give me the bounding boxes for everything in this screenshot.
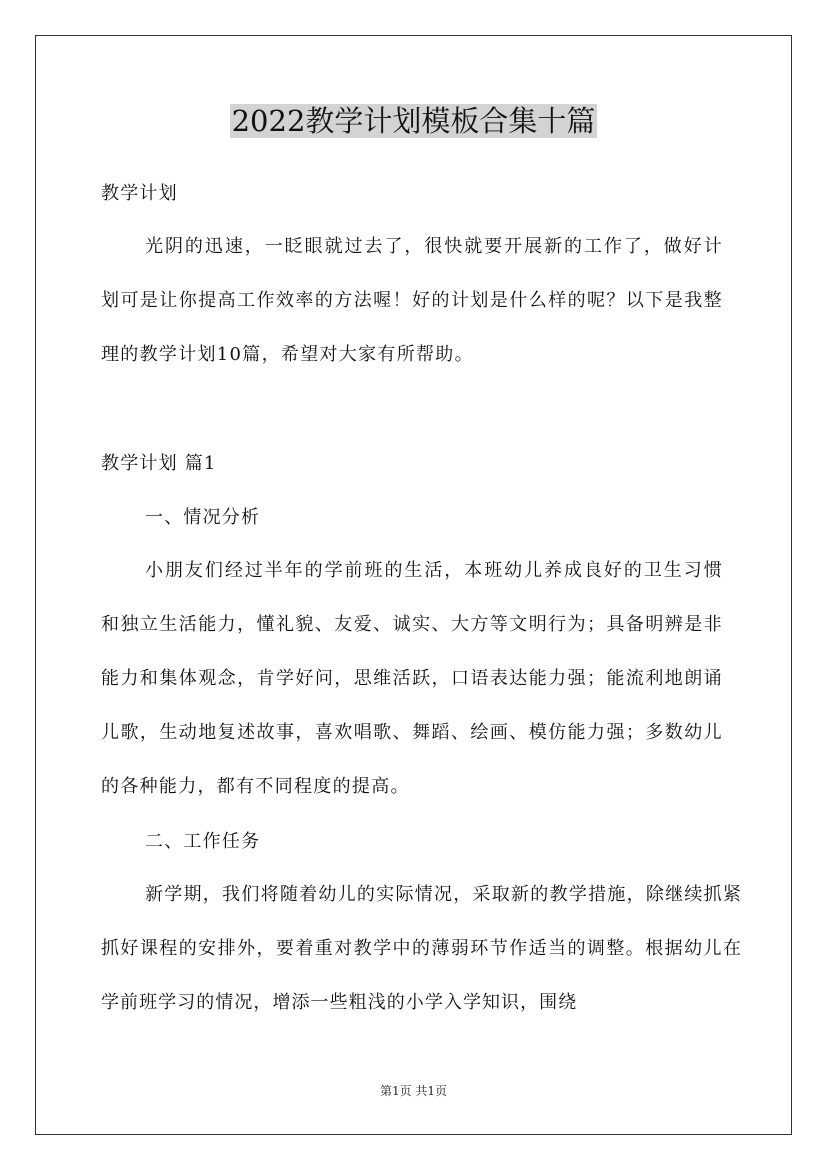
page-footer: 第1页 共1页 <box>379 1084 448 1098</box>
section-heading: 教学计划 篇1 <box>101 453 217 474</box>
intro-heading: 教学计划 <box>101 183 178 204</box>
subheading-work-tasks: 二、工作任务 <box>145 831 261 852</box>
paragraph-work-tasks: 新学期，我们将随着幼儿的实际情况，采取新的教学措施，除继续抓紧抓好课程的安排外，要着重对教学中的薄弱环节作适当的调整。根据幼儿在学前班学习的情况，增添一些粗浅的小学入学知识，围绕 <box>101 884 742 1013</box>
paragraph-situation-analysis: 小朋友们经过半年的学前班的生活，本班幼儿养成良好的卫生习惯和独立生活能力，懂礼貌、友爱、诚实、大方等文明行为；具备明辨是非能力和集体观念，肯学好问，思维活跃，口语表达能力强；能流利地朗诵儿歌，生动地复述故事，喜欢唱歌、舞蹈、绘画、模仿能力强；多数幼儿的各种能力，都有不同程度的提高。 <box>101 560 723 797</box>
document-title-text: 2022教学计划模板合集十篇 <box>231 104 596 138</box>
document-title <box>0 100 827 142</box>
subheading-situation-analysis: 一、情况分析 <box>145 507 261 528</box>
intro-paragraph: 光阴的迅速，一眨眼就过去了，很快就要开展新的工作了，做好计划可是让你提高工作效率的方法喔！好的计划是什么样的呢？以下是我整理的教学计划10篇，希望对大家有所帮助。 <box>101 236 723 365</box>
